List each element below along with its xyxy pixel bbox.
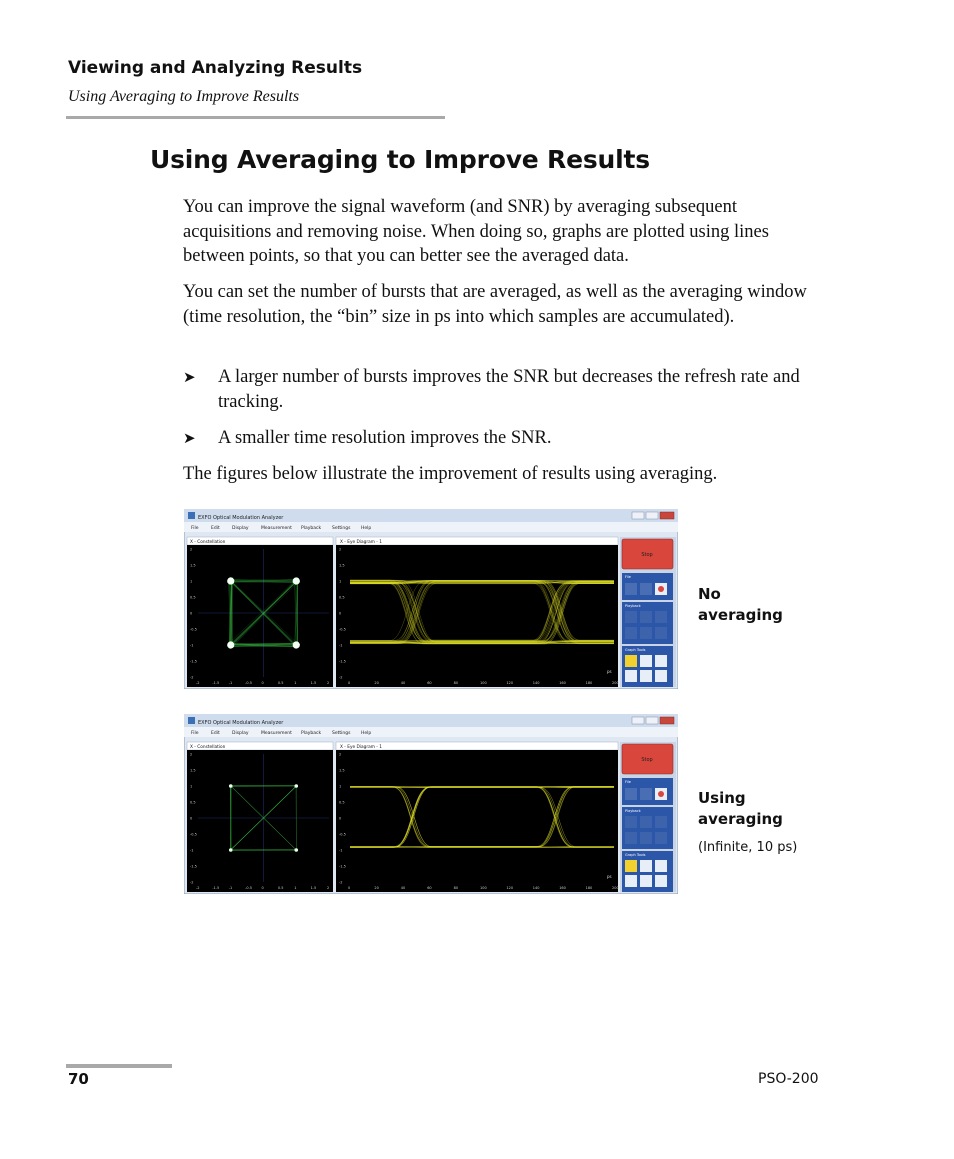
ps-unit-label: ps [607,874,612,879]
constellation-symbol [293,577,300,584]
menu-edit[interactable]: Edit [211,526,220,531]
playback-button[interactable] [655,611,667,623]
playback-button[interactable] [655,627,667,639]
close-button[interactable] [660,512,674,519]
zoom-y-icon[interactable] [640,670,652,682]
footer-divider [66,1064,172,1068]
const-x-tick: 0.5 [277,886,284,890]
eye-x-tick: 80 [453,886,459,890]
const-y-tick: -1.5 [190,864,197,869]
zoom-x-icon[interactable] [625,670,637,682]
eye-x-tick: 60 [427,681,432,685]
bullet-arrow-icon: ➤ [183,368,196,386]
eye-x-tick: 0 [348,681,351,685]
const-x-tick: -1 [228,886,233,890]
eye-x-tick: 40 [400,681,406,685]
eye-y-tick: 1 [339,784,342,789]
const-x-tick: 1.5 [310,681,317,685]
eye-y-tick: 1 [339,579,342,584]
playback-button[interactable] [655,816,667,828]
app-title: EXFO Optical Modulation Analyzer [198,515,284,521]
open-icon[interactable] [625,583,637,595]
const-x-tick: 1.5 [310,886,317,890]
const-y-tick: 2 [190,547,193,552]
figure-note: (Infinite, 10 ps) [698,840,798,855]
maximize-button[interactable] [646,717,658,724]
screenshot-no-averaging [184,509,678,689]
eye-x-tick: 0 [348,886,351,890]
running-header-chapter: Viewing and Analyzing Results [68,58,363,78]
eye-y-tick: -1.5 [339,659,346,664]
const-x-tick: 1 [294,681,297,685]
playback-panel-label: Playback [625,604,641,608]
stop-label: Stop [641,552,653,558]
eye-y-tick: -0.5 [339,627,346,632]
const-y-tick: 1 [190,784,193,789]
menu-display[interactable]: Display [232,526,249,531]
product-name: PSO-200 [758,1071,819,1087]
caption-line: averaging [698,605,783,624]
bullet-arrow-icon: ➤ [183,429,196,447]
playback-button[interactable] [655,832,667,844]
menu-playback[interactable]: Playback [301,731,322,736]
caption-line: averaging [698,809,783,828]
close-button[interactable] [660,717,674,724]
const-y-tick: -1 [190,643,194,648]
pointer-tool-icon[interactable] [625,655,637,667]
const-x-tick: -2 [196,886,200,890]
eye-x-tick: 120 [506,886,514,890]
menu-measurement[interactable]: Measurement [261,731,292,736]
eye-x-tick: 140 [532,886,540,890]
menu-measurement[interactable]: Measurement [261,526,292,531]
constellation-symbol [229,784,233,788]
eye-y-tick: 0 [339,816,342,821]
app-icon [188,512,195,519]
const-y-tick: -0.5 [190,627,197,632]
zoom-tool-icon[interactable] [655,655,667,667]
eye-x-tick: 120 [506,681,514,685]
const-y-tick: -0.5 [190,832,197,837]
playback-button[interactable] [640,611,652,623]
const-x-tick: -1.5 [212,886,220,890]
playback-button[interactable] [640,627,652,639]
eye-x-tick: 20 [374,681,379,685]
paragraph-2: You can set the number of bursts that are averaged, as well as the averaging window (time resolution, the “bin” size in ps into which samples are accumulated). [183,282,807,327]
playback-button[interactable] [625,627,637,639]
zoom-fit-icon[interactable] [655,670,667,682]
const-y-tick: 0.5 [190,800,196,805]
const-x-tick: -1.5 [212,681,220,685]
const-y-tick: 1 [190,579,193,584]
eye-y-tick: 0.5 [339,595,345,600]
caption-line: No [698,585,721,603]
eye-y-tick: -1 [339,848,343,853]
eye-x-tick: 160 [559,886,566,890]
app-icon [188,717,195,724]
const-y-tick: -2 [190,675,194,680]
playback-panel-label: Playback [625,809,641,813]
const-x-tick: 2 [327,681,330,685]
eye-x-tick: 140 [532,681,540,685]
tab-eye-label: X - Eye Diagram - 1 [340,745,382,750]
menu-edit[interactable]: Edit [211,731,220,736]
playback-button[interactable] [625,611,637,623]
playback-button[interactable] [640,816,652,828]
constellation-symbol [294,784,298,788]
eye-x-tick: 40 [400,886,406,890]
figure-caption [698,788,783,829]
const-y-tick: 2 [190,752,193,757]
playback-button[interactable] [640,832,652,844]
page-number: 70 [68,1070,89,1088]
eye-y-tick: -1 [339,643,343,648]
minimize-button[interactable] [632,717,644,724]
eye-x-tick: 180 [585,886,593,890]
app-window [184,714,678,894]
zoom-tool-icon[interactable] [655,860,667,872]
eye-x-tick: 20 [374,886,379,890]
const-x-tick: 0 [261,681,264,685]
app-window [184,509,678,689]
eye-y-tick: 1.5 [339,768,345,773]
eye-y-tick: 1.5 [339,563,345,568]
zoom-fit-icon[interactable] [655,875,667,887]
eye-x-tick: 200 [612,681,619,685]
const-x-tick: -0.5 [245,886,252,890]
bullet-text: A larger number of bursts improves the SNR but decreases the refresh rate and tracking. [218,367,800,412]
const-y-tick: 0 [190,611,193,616]
minimize-button[interactable] [632,512,644,519]
eye-diagram-plot [336,545,618,687]
maximize-button[interactable] [646,512,658,519]
menu-file[interactable]: File [191,731,199,736]
const-y-tick: 1.5 [190,563,196,568]
eye-x-tick: 160 [559,681,566,685]
caption-line: Using [698,789,746,807]
app-title: EXFO Optical Modulation Analyzer [198,720,284,726]
eye-x-tick: 180 [585,681,593,685]
const-x-tick: -2 [196,681,200,685]
pointer-tool-icon[interactable] [625,860,637,872]
save-icon[interactable] [640,788,652,800]
eye-y-tick: -2 [339,880,343,885]
constellation-symbol [293,641,300,648]
eye-y-tick: 2 [339,752,342,757]
constellation-symbol [294,848,298,852]
menu-display[interactable]: Display [232,731,249,736]
playback-button[interactable] [625,832,637,844]
tab-eye-label: X - Eye Diagram - 1 [340,540,382,545]
section-title: Using Averaging to Improve Results [150,145,650,174]
const-x-tick: -1 [228,681,233,685]
eye-diagram-plot [336,750,618,892]
eye-y-tick: -2 [339,675,343,680]
file-panel-label: File [625,575,631,579]
menu-help[interactable]: Help [361,731,372,736]
eye-y-tick: 0 [339,611,342,616]
const-y-tick: 0.5 [190,595,196,600]
const-x-tick: 0.5 [277,681,284,685]
constellation-symbol [227,577,234,584]
graph-tools-label: Graph Tools [625,648,646,652]
tab-constellation-label: X - Constellation [190,745,226,750]
ps-unit-label: ps [607,669,612,674]
menu-help[interactable]: Help [361,526,372,531]
figures-intro: The figures below illustrate the improvement of results using averaging. [183,464,718,484]
stop-label: Stop [641,757,653,763]
const-y-tick: -1.5 [190,659,197,664]
pan-tool-icon[interactable] [640,655,652,667]
eye-y-tick: -0.5 [339,832,346,837]
menu-bar [184,727,678,737]
open-icon[interactable] [625,788,637,800]
menu-file[interactable]: File [191,526,199,531]
constellation-symbol [227,641,234,648]
pan-tool-icon[interactable] [640,860,652,872]
const-y-tick: 0 [190,816,193,821]
const-y-tick: 1.5 [190,768,196,773]
eye-y-tick: -1.5 [339,864,346,869]
menu-settings[interactable]: Settings [332,526,351,531]
file-panel-label: File [625,780,631,784]
tab-constellation-label: X - Constellation [190,540,226,545]
eye-y-tick: 2 [339,547,342,552]
menu-playback[interactable]: Playback [301,526,322,531]
eye-x-tick: 60 [427,886,432,890]
const-y-tick: -1 [190,848,194,853]
figure-caption [698,584,783,625]
bullet-text: A smaller time resolution improves the SNR. [218,428,552,448]
menu-settings[interactable]: Settings [332,731,351,736]
const-x-tick: -0.5 [245,681,252,685]
const-x-tick: 2 [327,886,330,890]
graph-tools-label: Graph Tools [625,853,646,857]
const-x-tick: 1 [294,886,297,890]
header-divider [66,116,445,119]
screenshot-using-averaging [184,714,678,894]
paragraph-1: You can improve the signal waveform (and SNR) by averaging subsequent acquisitions and removing noise. When doing so, graphs are plotted using lines between points, so that you can better see the averaged data. [183,197,769,266]
playback-button[interactable] [625,816,637,828]
constellation-symbol [229,848,233,852]
eye-x-tick: 100 [480,681,487,685]
eye-x-tick: 100 [480,886,487,890]
zoom-x-icon[interactable] [625,875,637,887]
save-icon[interactable] [640,583,652,595]
menu-bar [184,522,678,532]
eye-y-tick: 0.5 [339,800,345,805]
eye-x-tick: 200 [612,886,619,890]
const-x-tick: 0 [261,886,264,890]
zoom-y-icon[interactable] [640,875,652,887]
const-y-tick: -2 [190,880,194,885]
running-header-section: Using Averaging to Improve Results [68,88,300,105]
eye-x-tick: 80 [453,681,459,685]
